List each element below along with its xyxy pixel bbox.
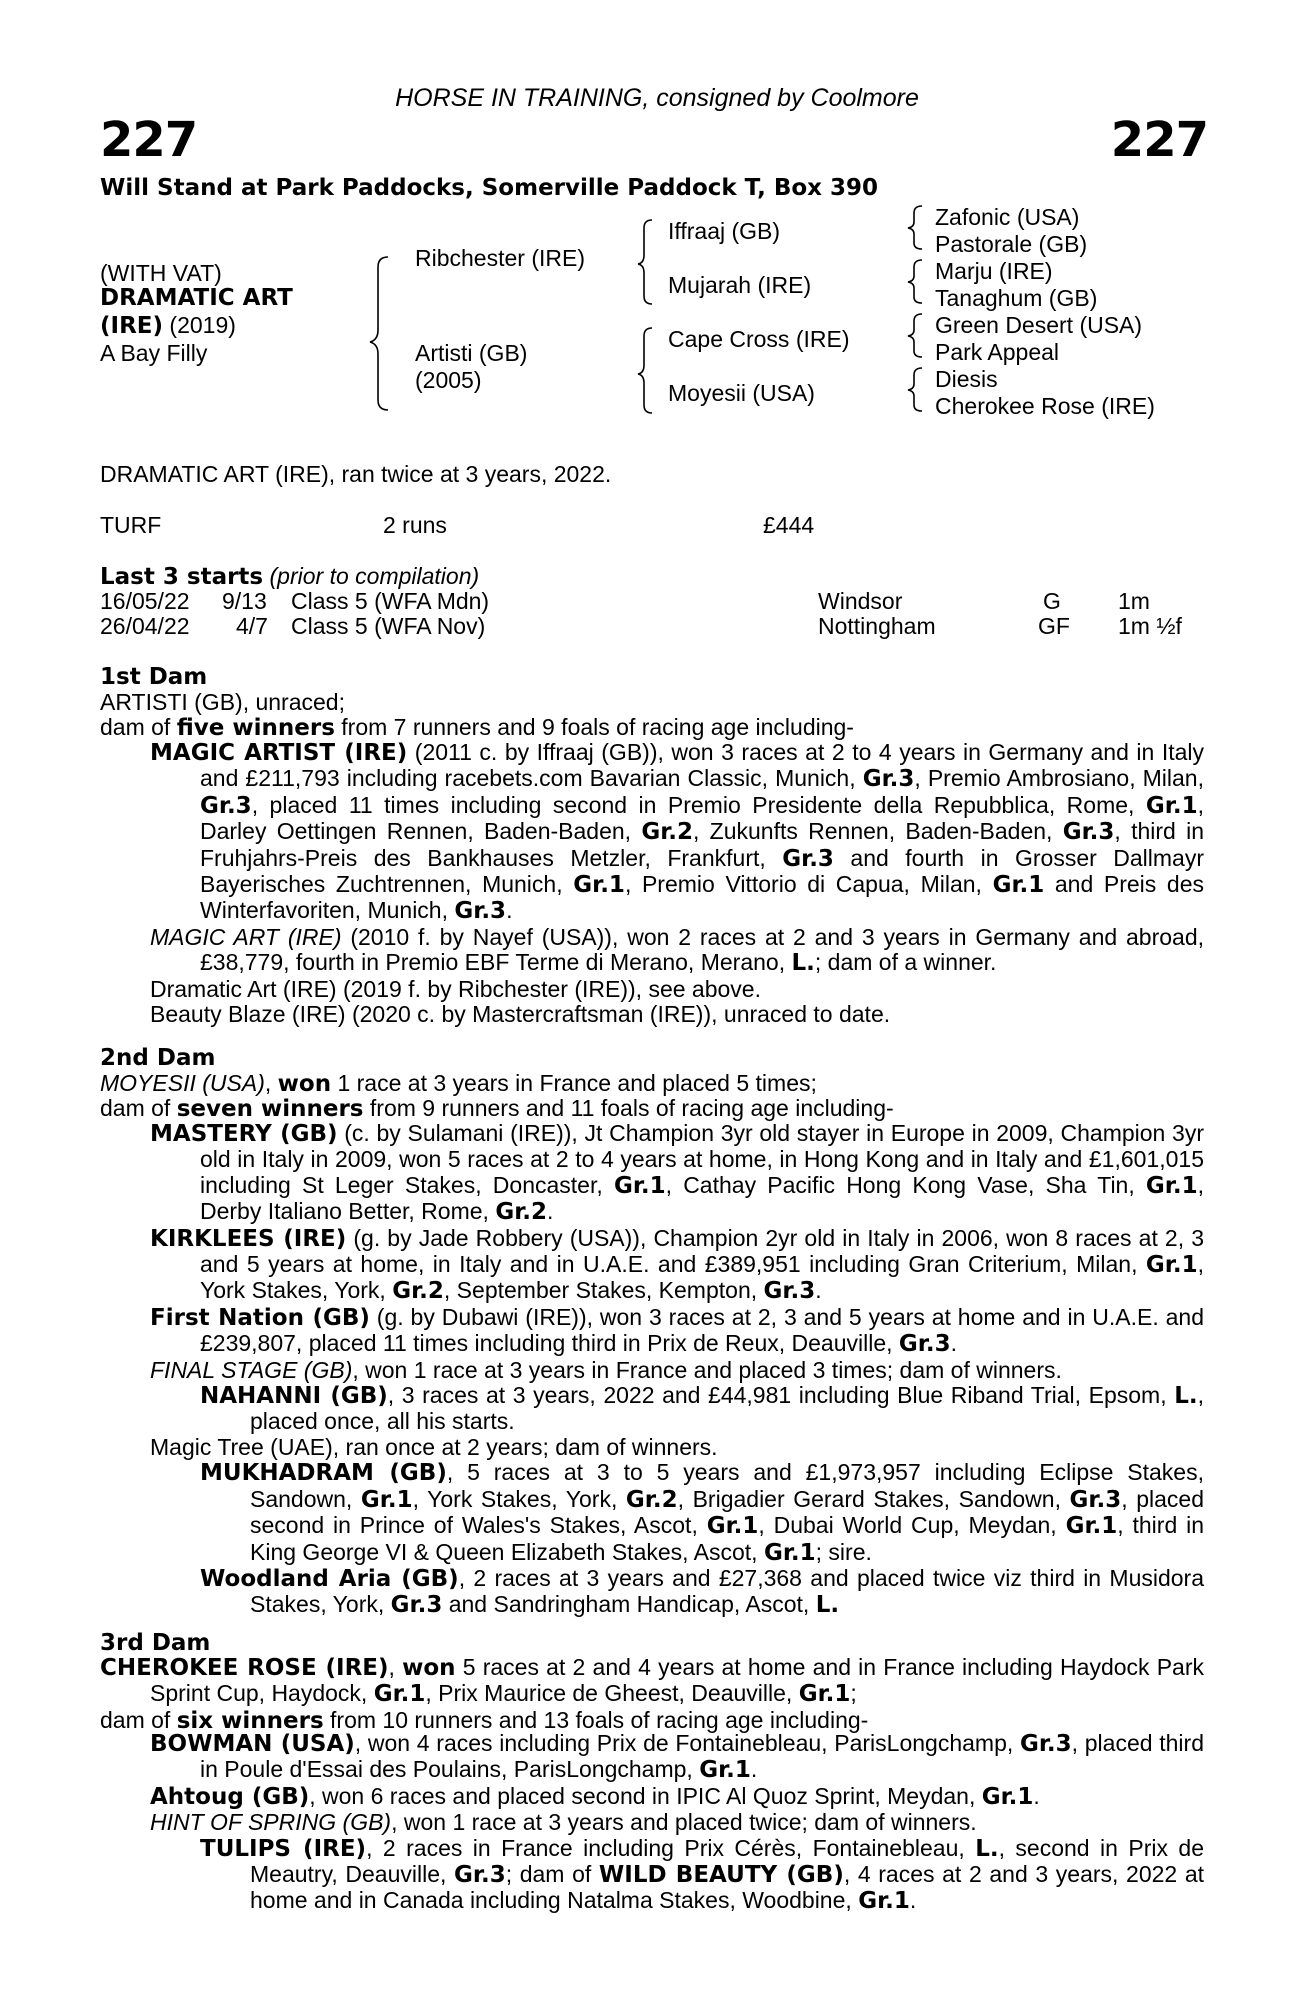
- text: , 4 races at 2 and 3 years, 2022 at home and in Canada including Natalma Stakes, Woodbine,: [250, 1861, 1204, 1914]
- text: , September Stakes, Kempton,: [443, 1277, 764, 1304]
- ancestor-3: Marju (IRE): [935, 258, 1053, 284]
- start-course: Nottingham: [818, 613, 936, 639]
- grade: Gr.3: [763, 1278, 816, 1305]
- grade: Gr.1: [360, 1486, 413, 1513]
- grade: Gr.3: [390, 1592, 443, 1619]
- vat-status: (WITH VAT): [100, 260, 222, 286]
- horse-entry-name: HINT OF SPRING (GB): [150, 1809, 392, 1836]
- grade: Gr.3: [454, 1862, 506, 1889]
- record-runs: 2 runs: [383, 512, 447, 538]
- start-position: 4/7: [236, 613, 268, 639]
- grade: Gr.1: [699, 1757, 751, 1784]
- sire-sire: Iffraaj (GB): [668, 218, 781, 244]
- text: , Dubai World Cup, Meydan,: [758, 1512, 1066, 1539]
- horse-entry-name: MAGIC ARTIST (IRE): [150, 740, 408, 766]
- grade: Gr.3: [782, 845, 834, 872]
- text: , 3 races at 3 years, 2022 and £44,981 including Blue Riband Trial, Epsom,: [387, 1382, 1175, 1409]
- winners-count: five winners: [176, 715, 335, 741]
- text: , Premio Vittorio di Capua, Milan,: [624, 871, 993, 898]
- horse-entry-name: First Nation (GB): [150, 1304, 370, 1331]
- text: , Prix Maurice de Gheest, Deauville,: [425, 1680, 799, 1707]
- winners-count: six winners: [176, 1707, 324, 1734]
- horse-entry-name: MUKHADRAM (GB): [200, 1460, 447, 1487]
- grade: Gr.3: [1062, 819, 1115, 846]
- start-race: Class 5 (WFA Mdn): [291, 588, 490, 614]
- horse-entry-name: CHEROKEE ROSE (IRE): [100, 1655, 389, 1681]
- grade: Gr.1: [798, 1681, 851, 1708]
- grade: Gr.1: [373, 1681, 426, 1708]
- grade: Gr.1: [1065, 1513, 1118, 1540]
- ancestor-2: Pastorale (GB): [935, 231, 1088, 257]
- grade: Gr.1: [613, 1172, 666, 1199]
- grade: Gr.2: [641, 819, 693, 846]
- text: , placed second in Prince of Wales's Stakes, Ascot,: [250, 1485, 1204, 1539]
- text: from 9 runners and 11 foals of racing age including-: [363, 1095, 894, 1121]
- text: , won 4 races including Prix de Fontainebleau, ParisLongchamp,: [354, 1730, 1020, 1756]
- text: and fourth in Grosser Dallmayr Bayerisches Zuchtrennen, Munich,: [200, 844, 1204, 898]
- start-date: 16/05/22: [100, 588, 190, 614]
- record-surface: TURF: [100, 512, 162, 538]
- last-starts-note: (prior to compilation): [263, 563, 480, 589]
- grade: Gr.2: [625, 1486, 678, 1513]
- grade: Gr.1: [706, 1513, 759, 1540]
- sire-dam: Mujarah (IRE): [668, 272, 812, 298]
- grade: L.: [791, 950, 815, 977]
- grade: Gr.1: [1145, 1172, 1198, 1199]
- produce-entry: [150, 740, 1204, 1027]
- race-summary: DRAMATIC ART (IRE), ran twice at 3 years, 2022.: [100, 461, 612, 487]
- text: , won 1 race at 3 years in France and placed 3 times; dam of winners.: [352, 1356, 1062, 1383]
- text: , third in King George VI & Queen Elizabeth Stakes, Ascot,: [250, 1512, 1204, 1565]
- grade: Gr.1: [763, 1539, 816, 1566]
- start-position: 9/13: [222, 588, 267, 614]
- horse-country: (IRE): [100, 313, 164, 339]
- text: .: [909, 1887, 917, 1914]
- text: , placed 11 times including second in Premio Presidente della Repubblica, Rome,: [251, 791, 1146, 818]
- grade: Gr.2: [495, 1199, 547, 1226]
- grade: L.: [975, 1835, 999, 1862]
- first-dam-heading: 1st Dam: [100, 664, 208, 690]
- text: , York Stakes, York,: [200, 1251, 1204, 1304]
- horse-description: A Bay Filly: [100, 340, 208, 366]
- text: from 7 runners and 9 foals of racing age including-: [334, 714, 854, 740]
- text: ;: [850, 1680, 857, 1707]
- start-distance: 1m ½f: [1118, 613, 1182, 639]
- text: , second in Prix de Meautry, Deauville,: [250, 1834, 1204, 1888]
- text: , Brigadier Gerard Stakes, Sandown,: [677, 1485, 1070, 1512]
- text: , York Stakes, York,: [412, 1485, 626, 1512]
- text: , Cathay Pacific Hong Kong Vase, Sha Tin,: [665, 1171, 1146, 1198]
- start-distance: 1m: [1118, 588, 1150, 614]
- horse-entry-name: FINAL STAGE (GB): [150, 1356, 353, 1383]
- second-dam-heading: 2nd Dam: [100, 1045, 216, 1071]
- stand-location: Will Stand at Park Paddocks, Somerville Paddock T, Box 390: [100, 175, 879, 201]
- text: ; sire.: [815, 1538, 872, 1565]
- text: , 5 races at 3 to 5 years and £1,973,957 including Eclipse Stakes, Sandown,: [250, 1459, 1204, 1512]
- horse-entry-name: WILD BEAUTY (GB): [598, 1862, 844, 1889]
- text: , 2 races in France including Prix Cérès, Fontainebleau,: [366, 1834, 976, 1861]
- text: , placed third in Poule d'Essai des Poulains, ParisLongchamp,: [200, 1730, 1204, 1783]
- horse-year: (2019): [163, 312, 236, 338]
- produce-line: Magic Tree (UAE), ran once at 2 years; dam of winners.: [150, 1433, 718, 1460]
- text: ,: [264, 1070, 278, 1096]
- horse-entry-name: MASTERY (GB): [150, 1121, 338, 1147]
- pedigree-braces: [0, 0, 1314, 440]
- lot-number-right: 227: [1110, 112, 1208, 168]
- text: dam of: [100, 1706, 177, 1733]
- text: .: [950, 1330, 957, 1357]
- horse-entry-name: TULIPS (IRE): [200, 1835, 367, 1862]
- horse-name: DRAMATIC ART: [100, 285, 293, 311]
- grade: Gr.1: [1145, 1252, 1198, 1279]
- text: 5 races at 2 and 4 years at home and in France including Haydock Park Sprint Cup, Haydock,: [150, 1654, 1205, 1707]
- grade: Gr.3: [1069, 1486, 1122, 1513]
- grade: Gr.1: [573, 872, 625, 899]
- text: , won 6 races and placed second in IPIC Al Quoz Sprint, Meydan,: [309, 1782, 982, 1809]
- horse-entry-name: Woodland Aria (GB): [200, 1565, 459, 1592]
- text: dam of: [100, 714, 177, 740]
- start-course: Windsor: [818, 588, 903, 614]
- text: ,: [388, 1654, 403, 1680]
- winners-count: seven winners: [176, 1096, 364, 1122]
- text: , placed once, all his starts.: [250, 1382, 1204, 1435]
- text: won: [402, 1655, 456, 1681]
- dam: Artisti (GB): [415, 340, 528, 366]
- dam-name: MOYESII (USA): [100, 1070, 265, 1096]
- text: ; dam of a winner.: [814, 949, 997, 976]
- grade: Gr.3: [1019, 1731, 1072, 1757]
- second-dam-line: [100, 1070, 817, 1097]
- dam-year: (2005): [415, 367, 482, 393]
- third-dam-heading: 3rd Dam: [100, 1630, 211, 1656]
- lot-number-left: 227: [100, 112, 198, 168]
- text: dam of: [100, 1095, 177, 1121]
- text: (g. by Dubawi (IRE)), won 3 races at 2, 3 and 5 years at home and in U.A.E. and £239,807, placed 11 times including third in Prix de Reux, Deauville,: [200, 1303, 1204, 1357]
- horse-entry-name: KIRKLEES (IRE): [150, 1225, 347, 1252]
- text: (g. by Jade Robbery (USA)), Champion 2yr old in Italy in 2006, won 8 races at 2, 3 and 5 years at home, in Italy and in U.A.E. and £389,951 including Gran Criterium, Milan,: [200, 1224, 1204, 1278]
- first-dam-line: ARTISTI (GB), unraced;: [100, 689, 345, 715]
- text: from 10 runners and 13 foals of racing age including-: [323, 1706, 869, 1733]
- text: , Zukunfts Rennen, Baden-Baden,: [693, 818, 1063, 845]
- ancestor-8: Cherokee Rose (IRE): [935, 393, 1155, 419]
- produce-line: Dramatic Art (IRE) (2019 f. by Ribchester (IRE)), see above.: [150, 975, 761, 1002]
- text: (c. by Sulamani (IRE)), Jt Champion 3yr old stayer in Europe in 2009, Champion 3yr old in Italy in 2009, won 5 races at 2 to 4 years at home, in Hong Kong and in Italy and £1,601,015 including St Leger Stakes, Doncaster,: [200, 1120, 1204, 1198]
- start-date: 26/04/22: [100, 613, 190, 639]
- text: .: [750, 1756, 758, 1783]
- text: 1 race at 3 years in France and placed 5 times;: [331, 1070, 817, 1096]
- grade: Gr.1: [981, 1783, 1034, 1810]
- dam-sire: Cape Cross (IRE): [668, 326, 850, 352]
- produce-line: Beauty Blaze (IRE) (2020 c. by Mastercraftsman (IRE)), unraced to date.: [150, 1001, 891, 1028]
- ancestor-4: Tanaghum (GB): [935, 285, 1098, 311]
- text: , 2 races at 3 years and £27,368 and placed twice viz third in Musidora Stakes, York,: [250, 1564, 1204, 1618]
- text: .: [815, 1277, 822, 1304]
- text: .: [506, 897, 513, 924]
- horse-entry-name: Ahtoug (GB): [150, 1783, 310, 1810]
- produce-entry: [150, 1121, 1204, 1619]
- text: (2011 c. by Iffraaj (GB)), won 3 races at 2 to 4 years in Germany and in Italy and £211,793 including racebets.com Bavarian Classic, Munich,: [200, 739, 1204, 792]
- horse-entry-name: MAGIC ART (IRE): [150, 923, 342, 950]
- record-earnings: £444: [763, 512, 815, 538]
- text: .: [1033, 1782, 1040, 1809]
- horse-entry-name: NAHANNI (GB): [200, 1383, 388, 1410]
- second-dam-produce: [100, 1095, 894, 1122]
- produce-entry: [150, 1731, 1204, 1915]
- ancestor-7: Diesis: [935, 366, 998, 392]
- grade: Gr.1: [992, 872, 1045, 899]
- text: and Sandringham Handicap, Ascot,: [442, 1591, 816, 1618]
- start-race: Class 5 (WFA Nov): [291, 613, 486, 639]
- catalogue-header: HORSE IN TRAINING, consigned by Coolmore: [395, 84, 919, 112]
- text: , Darley Oettingen Rennen, Baden-Baden,: [200, 791, 1204, 845]
- start-going: GF: [1038, 613, 1070, 639]
- third-dam-entry: [100, 1655, 1204, 1734]
- ancestor-5: Green Desert (USA): [935, 312, 1143, 338]
- first-dam-produce: [100, 714, 854, 741]
- last-starts-heading: Last 3 starts: [100, 564, 264, 590]
- dam-dam: Moyesii (USA): [668, 380, 815, 406]
- grade: Gr.3: [862, 766, 915, 793]
- text: won: [277, 1071, 332, 1097]
- horse-entry-name: BOWMAN (USA): [150, 1731, 355, 1757]
- start-going: G: [1043, 588, 1061, 614]
- grade: Gr.2: [392, 1278, 444, 1305]
- ancestor-6: Park Appeal: [935, 339, 1060, 365]
- text: , Premio Ambrosiano, Milan,: [914, 765, 1204, 792]
- last-starts-title: [100, 563, 479, 590]
- grade: Gr.3: [898, 1331, 951, 1358]
- text: ; dam of: [505, 1861, 599, 1888]
- text: and Preis des Winterfavoriten, Munich,: [200, 871, 1205, 924]
- grade: Gr.1: [858, 1888, 910, 1915]
- grade: Gr.3: [200, 792, 252, 819]
- text: .: [547, 1198, 554, 1225]
- text: , third in Fruhjahrs-Preis des Bankhauses Metzler, Frankfurt,: [200, 818, 1204, 871]
- text: , Derby Italiano Better, Rome,: [200, 1171, 1204, 1225]
- ancestor-1: Zafonic (USA): [935, 204, 1080, 230]
- grade: Gr.3: [454, 898, 507, 925]
- grade: Gr.1: [1145, 792, 1198, 819]
- grade: L.: [815, 1592, 840, 1619]
- text: (2010 f. by Nayef (USA)), won 2 races at 2 and 3 years in Germany and abroad, £38,779, fourth in Premio EBF Terme di Merano, Merano,: [200, 923, 1205, 976]
- grade: L.: [1174, 1383, 1198, 1410]
- sire: Ribchester (IRE): [415, 245, 585, 271]
- text: , won 1 race at 3 years and placed twice; dam of winners.: [391, 1809, 977, 1836]
